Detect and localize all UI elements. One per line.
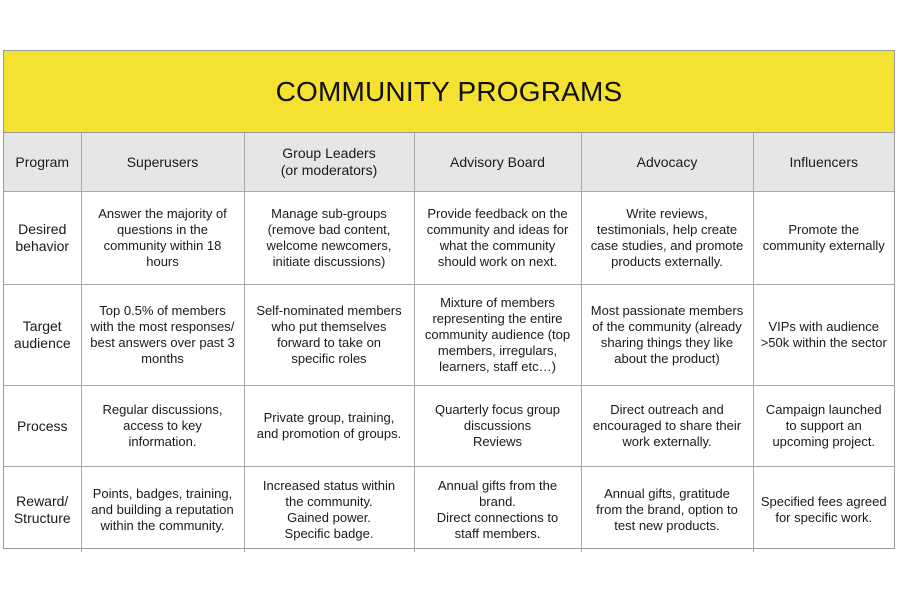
- row-label-target-audience: Target audience: [4, 285, 81, 386]
- table-cell: Regular discussions, access to key information.: [81, 386, 244, 467]
- table-cell: Answer the majority of questions in the community within 18 hours: [81, 192, 244, 285]
- table-row: [4, 467, 894, 553]
- table-cell: Annual gifts, gratitude from the brand, option to test new products.: [581, 467, 753, 553]
- table-cell: Quarterly focus group discussions Reviews: [414, 386, 581, 467]
- table-cell: Increased status within the community. Gained power. Specific badge.: [244, 467, 414, 553]
- column-header-superusers: Superusers: [81, 133, 244, 192]
- row-label-process: Process: [4, 386, 81, 467]
- table-cell: Most passionate members of the community (already sharing things they like about the product): [581, 285, 753, 386]
- row-label-desired-behavior: Desired behavior: [4, 192, 81, 285]
- table-cell: Points, badges, training, and building a reputation within the community.: [81, 467, 244, 553]
- column-header-advisory-board: Advisory Board: [414, 133, 581, 192]
- table-row: [4, 386, 894, 467]
- table-cell: Annual gifts from the brand. Direct connections to staff members.: [414, 467, 581, 553]
- page-title: COMMUNITY PROGRAMS: [275, 75, 623, 107]
- table-cell: Manage sub-groups (remove bad content, welcome newcomers, initiate discussions): [244, 192, 414, 285]
- column-header-advocacy: Advocacy: [581, 133, 753, 192]
- table-cell: Top 0.5% of members with the most responses/ best answers over past 3 months: [81, 285, 244, 386]
- title-banner: [4, 51, 894, 133]
- table-cell: Write reviews, testimonials, help create case studies, and promote products externally.: [581, 192, 753, 285]
- table-cell: Campaign launched to support an upcoming project.: [753, 386, 894, 467]
- column-header-influencers: Influencers: [753, 133, 894, 192]
- programs-table-frame: [3, 50, 895, 549]
- table-row: [4, 285, 894, 386]
- table-cell: Provide feedback on the community and ideas for what the community should work on next.: [414, 192, 581, 285]
- table-cell: Direct outreach and encouraged to share their work externally.: [581, 386, 753, 467]
- column-header-program: Program: [4, 133, 81, 192]
- table-cell: Promote the community externally: [753, 192, 894, 285]
- table-cell: Specified fees agreed for specific work.: [753, 467, 894, 553]
- row-label-reward-structure: Reward/ Structure: [4, 467, 81, 553]
- header-row: [4, 133, 894, 192]
- table-row: [4, 192, 894, 285]
- column-header-group-leaders: Group Leaders (or moderators): [244, 133, 414, 192]
- table-cell: VIPs with audience >50k within the sector: [753, 285, 894, 386]
- table-cell: Private group, training, and promotion of groups.: [244, 386, 414, 467]
- table-cell: Self-nominated members who put themselves forward to take on specific roles: [244, 285, 414, 386]
- programs-table: [4, 133, 894, 552]
- table-cell: Mixture of members representing the entire community audience (top members, irregulars, learners, staff etc…): [414, 285, 581, 386]
